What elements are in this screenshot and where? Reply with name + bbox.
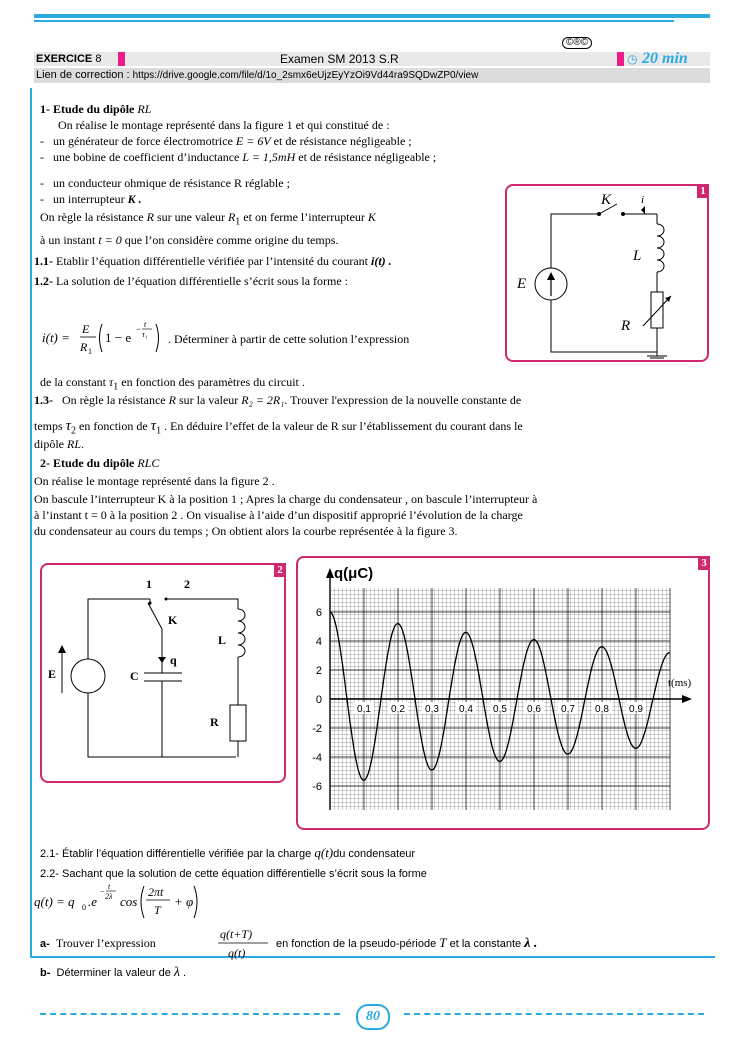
q-chart [298,558,708,828]
part2-p1: On bascule l’interrupteur K à la position 1 ; Apres la charge du condensateur , on bascule l’interrupteur à [34,492,538,506]
exercise-number: 8 [95,53,102,65]
reg3: et on ferme l’interrupteur [243,210,365,224]
y-tick-label: 4 [315,636,322,648]
time-duration: 20 min [642,50,688,67]
figure-2 [40,563,286,783]
bottom-border [30,956,715,958]
item2-a: une bobine de coefficient d’inductance [53,150,240,164]
part2-p3: du condensateur au cours du temps ; On obtient alors la courbe représentée à la figure 3. [34,524,458,538]
figure-1 [505,184,709,362]
y-tick-label: 2 [315,665,322,677]
part1-heading-var: RL [137,102,152,116]
y-tick-label: -6 [312,781,322,793]
part2-intro: On réalise le montage représenté dans la figure 2 . [34,474,275,488]
qb-text: Déterminer la valeur de [56,967,171,979]
q13-num: 1.3- [34,393,53,407]
reg1: On règle la résistance [40,210,144,224]
q12-line2: de la constant $\tau_1$ en fonction des paramètres du circuit . [40,375,305,393]
item2-b: et de résistance négligeable ; [298,150,437,164]
x-tick-label: 0,2 [391,704,405,715]
svg-text:2πt: 2πt [148,885,164,899]
inst1: à un instant [40,233,96,247]
svg-text:1 − e: 1 − e [105,330,132,345]
item1-a: un générateur de force électromotrice [53,134,233,148]
link-label: Lien de correction : [36,69,130,81]
q12-after: . Déterminer à partir de cette solution l’expression [168,332,410,346]
x-tick-label: 0,7 [561,704,575,715]
qa [40,936,156,951]
top-rule-thin [34,20,674,22]
q21-b: du condensateur [333,848,416,860]
figure-3-tag: 3 [698,556,710,570]
formula-qt [34,880,234,922]
fig2-E: E [48,667,57,681]
q13-b: sur la valeur [178,393,239,407]
part2-heading [40,456,159,470]
fig2-C: C [130,669,139,683]
svg-text:T: T [154,903,161,917]
exam-title: Examen SM 2013 S.R [280,52,399,66]
left-border [30,88,32,958]
svg-text:q(t) = q: q(t) = q [34,894,75,909]
svg-text:t: t [144,320,147,329]
x-tick-label: 0,5 [493,704,507,715]
fig1-E: E [517,276,527,292]
fig2-K: K [168,613,178,627]
fig2-pos2: 2 [184,577,190,591]
time-marker [617,52,624,66]
item1-b: et de résistance négligeable ; [273,134,412,148]
svg-text:2λ: 2λ [105,892,113,901]
fig2-q: q [170,653,177,667]
x-tick-label: 0,1 [357,704,371,715]
svg-text:t: t [108,882,111,891]
qa-text: Trouver l’expression [55,936,156,950]
fig1-K: K [601,192,612,208]
svg-text:i(t) =: i(t) = [42,330,70,345]
fig1-R: R [621,318,631,334]
q12-num: 1.2- [34,274,53,288]
qb-label: b- [40,967,51,979]
part2-heading-text: 2- Etude du dipôle [40,456,135,470]
q13-math: R₂ = 2R₁ [241,393,285,407]
q11-math: i(t) . [370,254,392,268]
fig1-i: i [641,194,645,206]
x-axis-arrow [682,695,692,703]
q13-l2c: . En déduire l’effet de la valeur de R sur l’établissement du courant dans le [164,419,523,433]
item1-math: E = 6V [235,134,271,148]
y-axis-label: q(μC) [334,565,374,582]
q11-text: Etablir l’équation différentielle vérifiée par l’intensité du courant [56,254,368,268]
svg-text:E: E [82,322,90,336]
exercise-marker [118,52,125,66]
x-tick-label: 0,3 [425,704,439,715]
q12-line2-b: en fonction des paramètres du circuit . [121,375,305,389]
svg-text:q(t): q(t) [228,946,246,960]
svg-text:−: − [100,887,105,896]
link-url[interactable]: https://drive.google.com/file/d/1o_2smx6eUjzEyYzOi9Vd44ra9SQDwZP0/view [132,70,479,81]
item-generator: - un générateur de force électromotrice E = 6V et de résistance négligeable ; [40,134,412,148]
part2-p2: à l’instant t = 0 à la position 2 . On visualise à l’aide d’un dispositif approprié l’évolution de la charge [34,508,523,522]
q11-num: 1.1- [34,254,53,268]
svg-text:R: R [80,340,88,354]
y-tick-label: -2 [312,723,322,735]
svg-text:−: − [136,324,142,334]
figure-3 [296,556,710,830]
exercise-word: EXERCICE [36,53,93,65]
q13: 1.3- On règle la résistance R sur la valeur R₂ = 2R₁. Trouver l'expression de la nouvelle constante de [34,393,522,407]
page-number: 80 [356,1004,390,1030]
instant-line [40,233,338,247]
q12-line2-a: de la constant [40,375,106,389]
part1-heading-text: 1- Etude du dipôle [40,102,135,116]
qa-c: et la constante [449,938,522,950]
reg2: sur une valeur [156,210,225,224]
svg-text:τ₁: τ₁ [142,330,148,339]
q13-a: On règle la résistance [62,393,166,407]
footer-line-left [40,1013,340,1015]
item-resistor: - un conducteur ohmique de résistance R réglable ; [40,176,290,190]
item3: un conducteur ohmique de résistance R réglable ; [53,176,290,190]
svg-text:+ φ: + φ [174,894,194,909]
x-tick-label: 0,6 [527,704,541,715]
q21 [40,846,415,861]
figure-2-tag: 2 [274,563,286,577]
qa-b: en fonction de la pseudo-période [276,938,437,950]
part2-heading-var: RLC [137,456,160,470]
fig2-L: L [218,633,227,647]
item-switch: - un interrupteur K . [40,192,142,206]
formula-it [42,318,168,358]
y-tick-label: -4 [312,752,322,764]
fig1-L: L [633,248,642,264]
svg-text:cos: cos [120,894,138,909]
figure-1-tag: 1 [697,184,709,198]
x-tick-label: 0,9 [629,704,643,715]
clock-icon: ◷ [627,52,638,66]
qb: b- Déterminer la valeur de λ . [40,965,187,980]
q13-line2: temps $\tau_2$ en fonction de $\tau_1$ . En déduire l’effet de la valeur de R sur l’établissement du courant dans le [34,418,523,437]
formula-ratio [218,924,274,962]
svg-text:1: 1 [88,347,92,356]
top-rule [34,14,710,18]
q13-line3: dipôle RL. [34,437,85,451]
part1-heading [40,102,151,116]
x-axis-label: t(ms) [668,677,692,689]
q12 [34,274,348,288]
q13-l3: dipôle [34,437,64,451]
inst-math: t = 0 [98,233,122,247]
license-badge: ©®© [562,37,592,49]
x-tick-label: 0,4 [459,704,473,715]
svg-text:0: 0 [82,903,86,912]
q21-text: 2.1- Établir l’équation différentielle vérifiée par la charge [40,848,312,860]
y-tick-label: 6 [315,607,322,619]
item4-a: un interrupteur [53,192,125,206]
q13-c: . Trouver l'expression de la nouvelle constante de [284,393,522,407]
qa-rest: en fonction de la pseudo-période T et la constante λ . [276,935,538,951]
correction-link[interactable] [36,68,478,83]
item2-math: L = 1,5mH [242,150,296,164]
q21-math: q(t) [314,845,334,860]
qa-label: a- [40,938,50,950]
part1-intro: On réalise le montage représenté dans la figure 1 et qui constitué de : [58,118,390,132]
q11 [34,254,392,268]
inst2: que l’on considère comme origine du temps. [124,233,339,247]
reg-line: On règle la résistance R sur une valeur $R_1$ et on ferme l’interrupteur K [40,210,376,228]
fig2-pos1: 1 [146,577,152,591]
q12-text: La solution de l’équation différentielle s’écrit sous la forme : [56,274,349,288]
item-coil: - une bobine de coefficient d’inductance L = 1,5mH et de résistance négligeable ; [40,150,437,164]
q13-l2a: temps [34,419,63,433]
y-tick-label: 0 [315,694,322,706]
fig2-R: R [210,715,219,729]
footer-line-right [404,1013,704,1015]
q22: 2.2- Sachant que la solution de cette équation différentielle s’écrit sous la forme [40,868,427,880]
exercise-label [36,52,101,66]
item4-math: K . [127,192,142,206]
q13-l2b: en fonction de [79,419,148,433]
y-axis-arrow [326,568,334,578]
svg-text:.e: .e [88,894,98,909]
svg-text:q(t+T): q(t+T) [220,927,253,941]
x-tick-label: 0,8 [595,704,609,715]
